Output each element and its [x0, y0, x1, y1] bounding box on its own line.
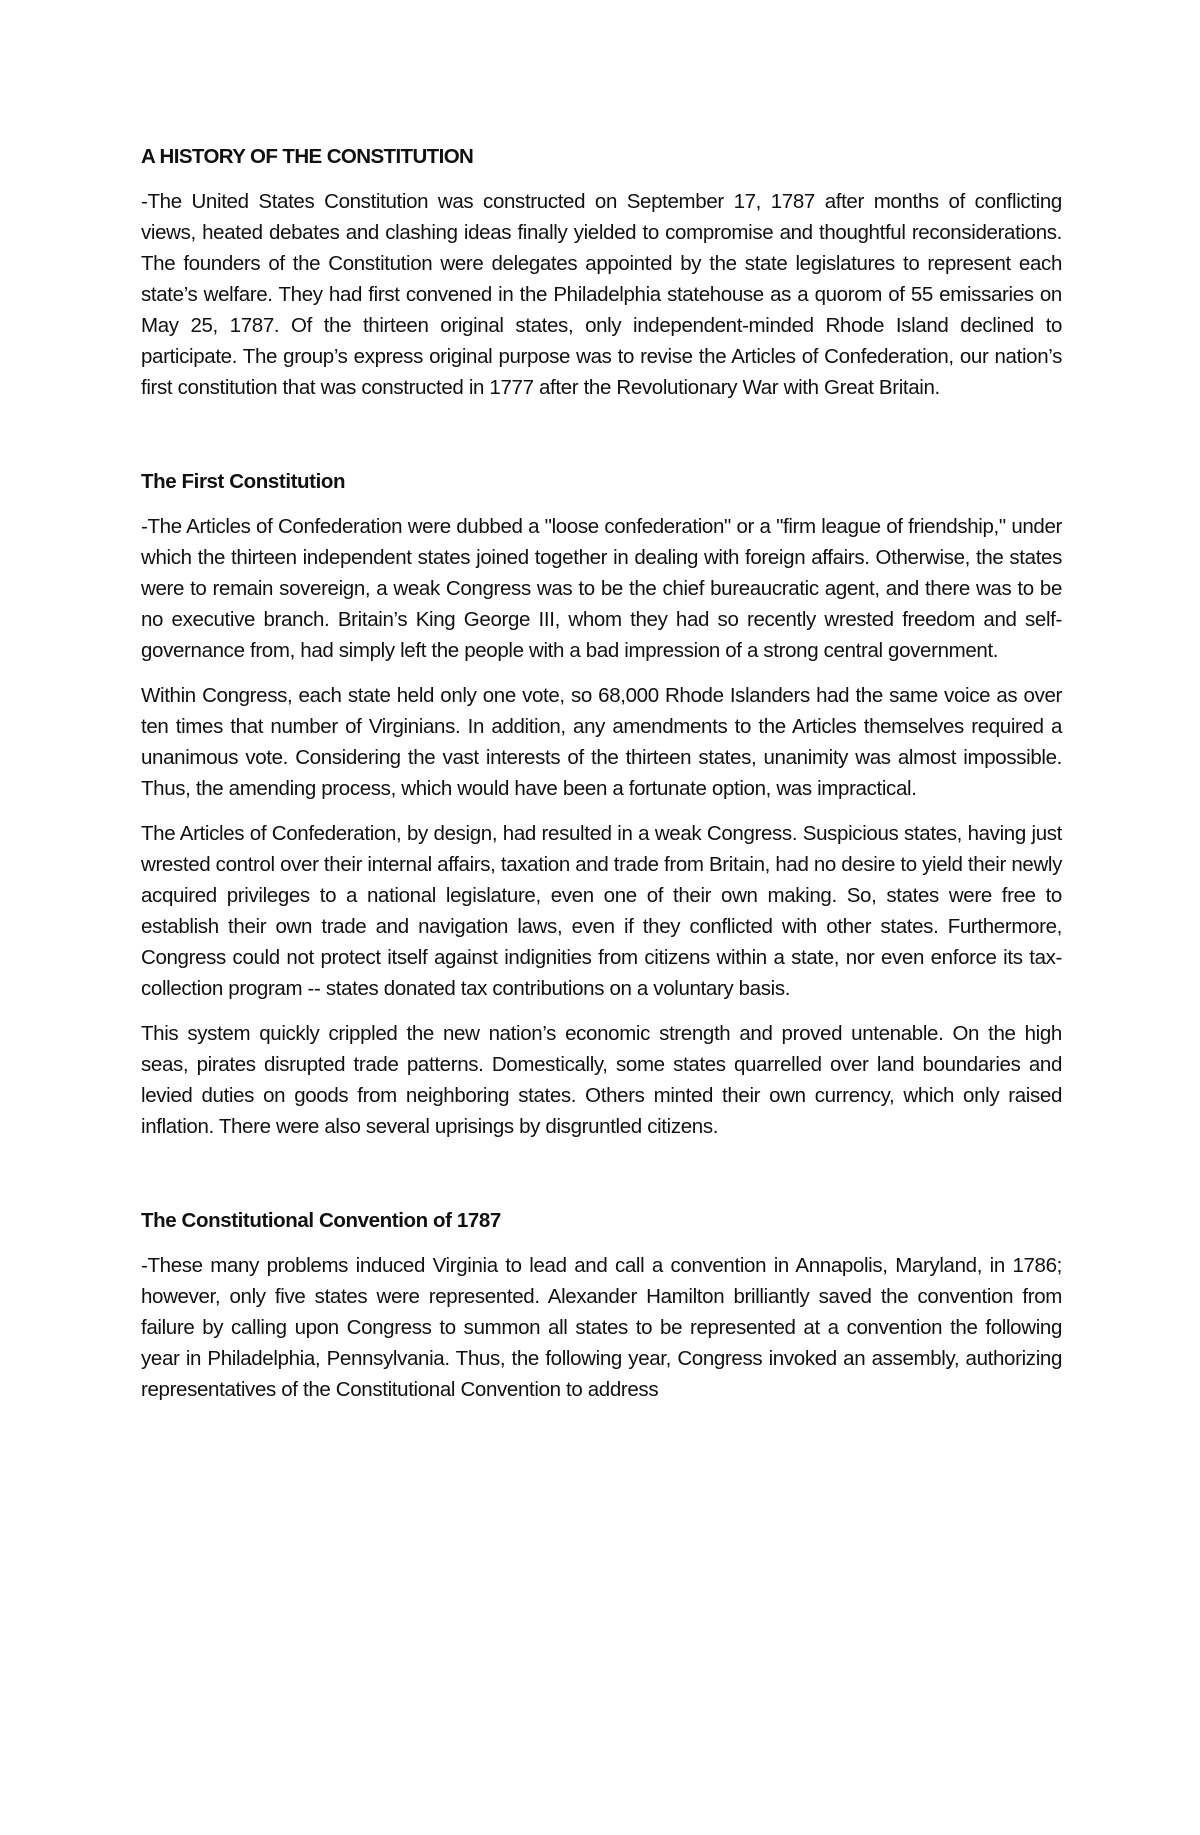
intro-paragraph: -The United States Constitution was constructed on September 17, 1787 after months of conflicting views, heated debates and clashing ideas finally yielded to compromise and thoughtful reconsiderations. The founders of the Constitution were delegates appointed by the state legislatures to represent each state’s welfare. They had first convened in the Philadelphia statehouse as a quorom of 55 emissaries on May 25, 1787. Of the thirteen original states, only independent-minded Rhode Island declined to participate. The group’s express original purpose was to revise the Articles of Confederation, our nation’s first constitution that was constructed in 1777 after the Revolutionary War with Great Britain.	[141, 190, 1062, 399]
body-paragraph: This system quickly crippled the new nation’s economic strength and proved untenable. On the high seas, pirates disrupted trade patterns. Domestically, some states quarrelled over land boundaries and levied duties on goods from neighboring states. Others minted their own currency, which only raised inflation. There were also several uprisings by disgruntled citizens.	[141, 1022, 1062, 1138]
section-spacer	[141, 417, 1062, 466]
section-first-constitution	[141, 466, 1062, 1142]
body-paragraph: The Articles of Confederation, by design, had resulted in a weak Congress. Suspicious states, having just wrested control over their internal affairs, taxation and trade from Britain, had no desire to yield their newly acquired privileges to a national legislature, even one of their own making. So, states were free to establish their own trade and navigation laws, even if they conflicted with other states. Furthermore, Congress could not protect itself against indignities from citizens within a state, nor even enforce its tax-collection program -- states donated tax contributions on a voluntary basis.	[141, 822, 1062, 1000]
body-paragraph: -These many problems induced Virginia to lead and call a convention in Annapolis, Maryland, in 1786; however, only five states were represented. Alexander Hamilton brilliantly saved the convention from failure by calling upon Congress to summon all states to be represented at a convention the following year in Philadelphia, Pennsylvania. Thus, the following year, Congress invoked an assembly, authorizing representatives of the Constitutional Convention to address	[141, 1254, 1062, 1401]
section-heading: The Constitutional Convention of 1787	[141, 1209, 501, 1232]
body-paragraph: Within Congress, each state held only one vote, so 68,000 Rhode Islanders had the same voice as over ten times that number of Virginians. In addition, any amendments to the Articles themselves required a unanimous vote. Considering the vast interests of the thirteen states, unanimity was almost impossible. Thus, the amending process, which would have been a fortunate option, was impractical.	[141, 684, 1062, 800]
body-paragraph: -The Articles of Confederation were dubbed a "loose confederation" or a "firm league of friendship," under which the thirteen independent states joined together in dealing with foreign affairs. Otherwise, the states were to remain sovereign, a weak Congress was to be the chief bureaucratic agent, and there was to be no executive branch. Britain’s King George III, whom they had so recently wrested freedom and self-governance from, had simply left the people with a bad impression of a strong central government.	[141, 515, 1062, 662]
section-heading: The First Constitution	[141, 470, 346, 493]
section-spacer	[141, 1156, 1062, 1205]
document-title: A HISTORY OF THE CONSTITUTION	[141, 145, 474, 168]
section-constitutional-convention	[141, 1205, 1062, 1405]
